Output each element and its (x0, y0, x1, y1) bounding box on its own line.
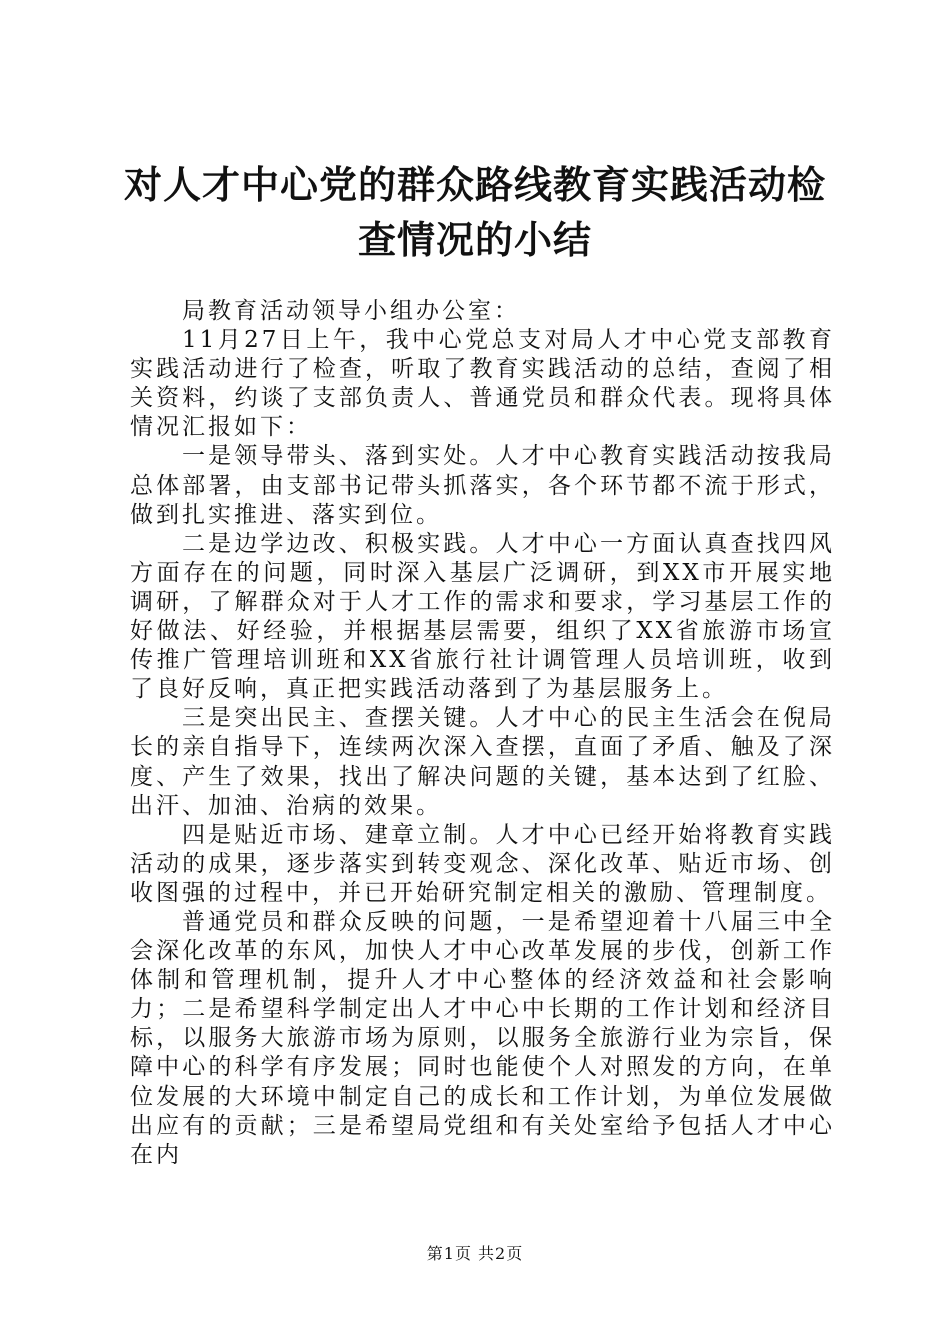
paragraph-point-3: 三是突出民主、查摆关键。人才中心的民主生活会在倪局长的亲自指导下，连续两次深入查摆，直面了矛盾、触及了深度、产生了效果，找出了解决问题的关键，基本达到了红脸、出汗、加油、治病的效果。 (130, 705, 835, 819)
salutation: 局教育活动领导小组办公室： (182, 298, 520, 324)
document-title: 对人才中心党的群众路线教育实践活动检查情况的小结 (123, 163, 826, 262)
paragraph-point-4: 四是贴近市场、建章立制。人才中心已经开始将教育实践活动的成果，逐步落实到转变观念、深化改革、贴近市场、创收图强的过程中，并已开始研究制定相关的激励、管理制度。 (130, 821, 835, 906)
document-body (130, 297, 835, 1170)
paragraph-feedback: 普通党员和群众反映的问题，一是希望迎着十八届三中全会深化改革的东风，加快人才中心改革发展的步伐，创新工作体制和管理机制，提升人才中心整体的经济效益和社会影响力；二是希望科学制定出人才中心中长期的工作计划和经济目标，以服务大旅游市场为原则，以服务全旅游行业为宗旨，保障中心的科学有序发展；同时也能使个人对照发的方向，在单位发展的大环境中制定自己的成长和工作计划，为单位发展做出应有的贡献；三是希望局党组和有关处室给予包括人才中心在内 (130, 908, 835, 1168)
paragraph-point-1: 一是领导带头、落到实处。人才中心教育实践活动按我局总体部署，由支部书记带头抓落实，各个环节都不流于形式，做到扎实推进、落实到位。 (130, 443, 835, 528)
page-number-footer: 第1页 共2页 (426, 1244, 524, 1263)
paragraph-intro: 11月27日上午，我中心党总支对局人才中心党支部教育实践活动进行了检查，听取了教育实践活动的总结，查阅了相关资料，约谈了支部负责人、普通党员和群众代表。现将具体情况汇报如下： (130, 327, 835, 441)
paragraph-point-2: 二是边学边改、积极实践。人才中心一方面认真查找四风方面存在的问题，同时深入基层广泛调研，到XX市开展实地调研，了解群众对于人才工作的需求和要求，学习基层工作的好做法、好经验，并根据基层需要，组织了XX省旅游市场宣传推广管理培训班和XX省旅行社计调管理人员培训班，收到了良好反响，真正把实践活动落到了为基层服务上。 (130, 530, 835, 703)
